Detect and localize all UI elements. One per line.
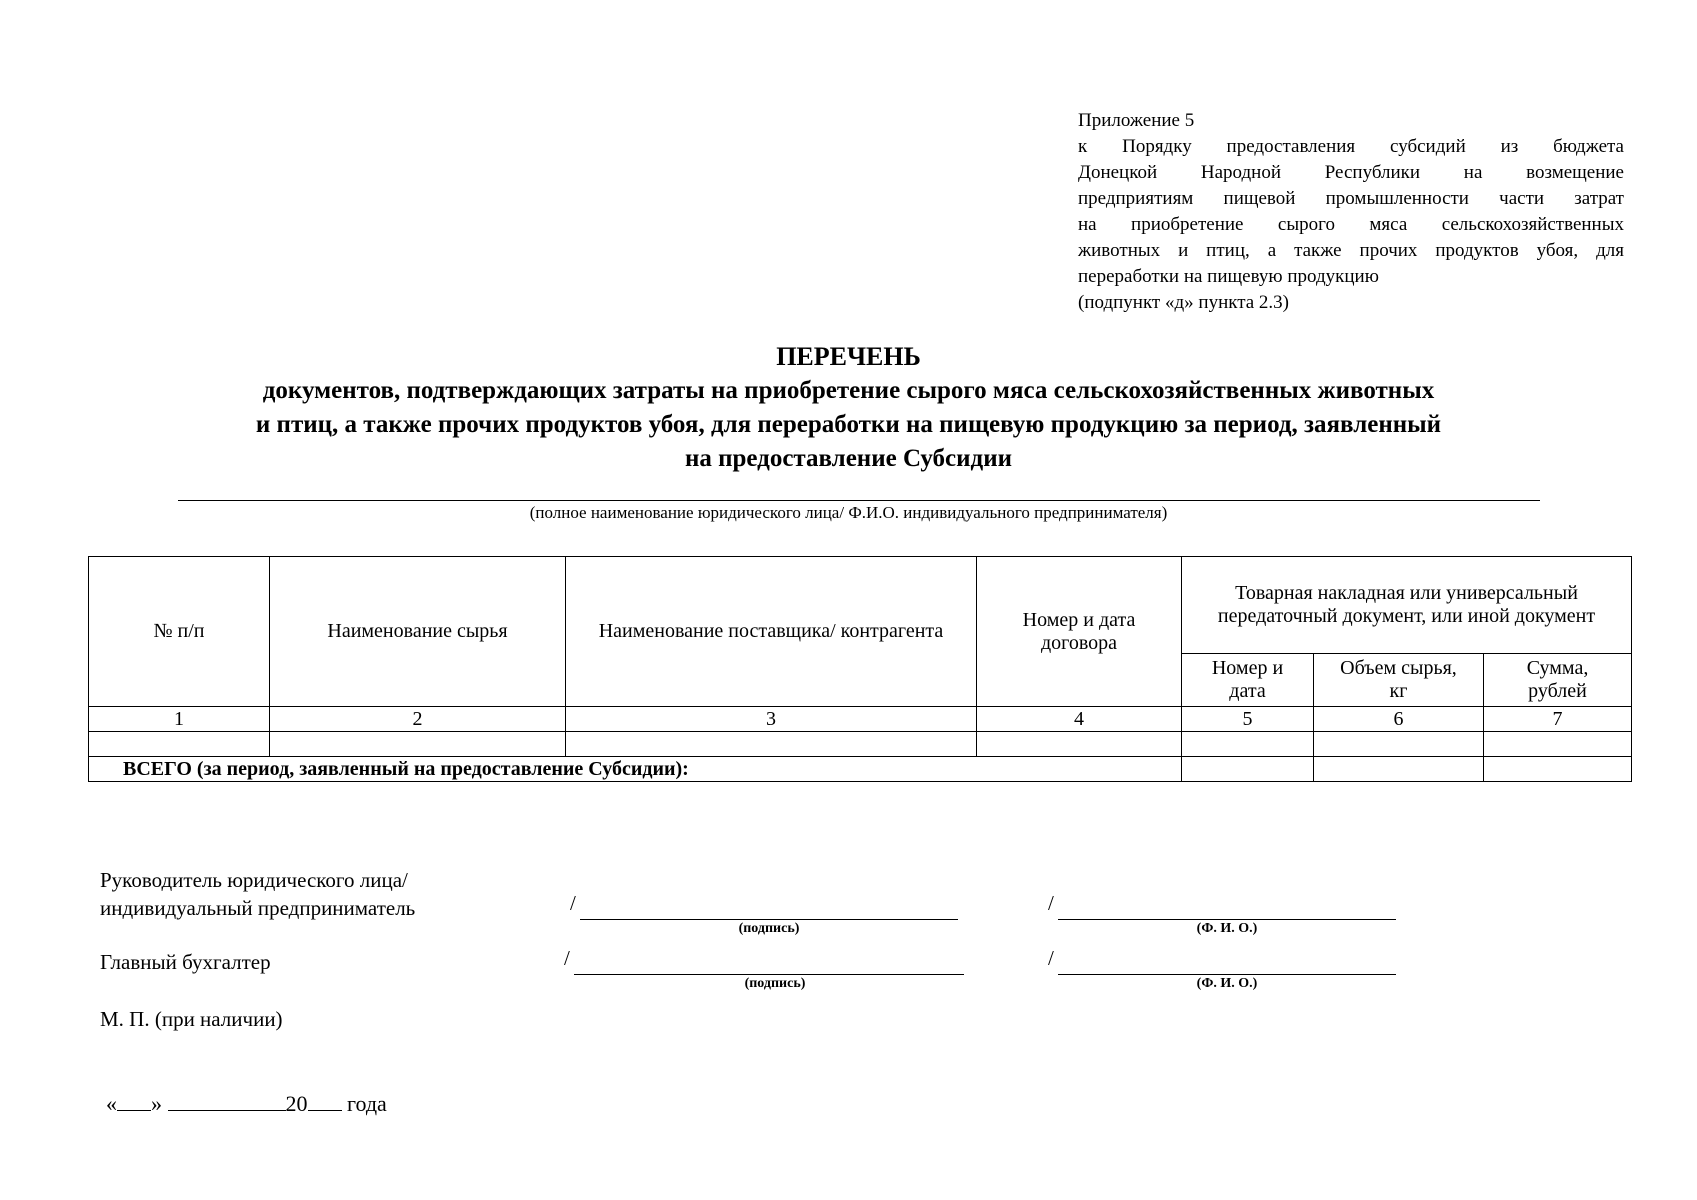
column-number: 5 bbox=[1182, 707, 1314, 732]
group-header-l1: Товарная накладная или универсальный bbox=[1235, 582, 1578, 604]
column-number: 6 bbox=[1314, 707, 1484, 732]
appendix-line: предприятиям пищевой промышленности части затрат bbox=[1078, 188, 1624, 209]
appendix-note bbox=[1078, 108, 1624, 316]
signature-rule bbox=[580, 919, 958, 920]
entity-name-caption: (полное наименование юридического лица/ Ф.И.О. индивидуального предпринимателя) bbox=[529, 503, 1168, 522]
signature-caption: (подпись) bbox=[738, 921, 800, 936]
column-number: 7 bbox=[1484, 707, 1632, 732]
group-header-l2: передаточный документ, или иной документ bbox=[1217, 605, 1596, 627]
year-prefix: 20 bbox=[285, 1091, 308, 1116]
col-header-contract-l1: Номер и дата bbox=[1022, 608, 1136, 631]
title-line-1: документов, подтверждающих затраты на приобретение сырого мяса сельскохозяйственных животных bbox=[262, 377, 1435, 404]
sub-header-l2: дата bbox=[1229, 680, 1266, 702]
title-line-2: и птиц, а также прочих продуктов убоя, для переработки на пищевую продукцию за период, заявленный bbox=[255, 411, 1442, 438]
column-number: 3 bbox=[566, 707, 977, 732]
day-blank[interactable] bbox=[117, 1090, 151, 1111]
appendix-line: на приобретение сырого мяса сельскохозяйственных bbox=[1078, 214, 1624, 235]
col-header-contract bbox=[977, 557, 1182, 707]
appendix-heading: Приложение 5 bbox=[1078, 110, 1195, 131]
sub-header-l2: рублей bbox=[1528, 680, 1587, 702]
appendix-line: переработки на пищевую продукцию bbox=[1078, 266, 1379, 287]
column-number: 4 bbox=[977, 707, 1182, 732]
sub-header-l2: кг bbox=[1389, 680, 1408, 702]
table-cell[interactable] bbox=[977, 732, 1182, 757]
total-cell[interactable] bbox=[1484, 757, 1632, 782]
year-suffix: года bbox=[347, 1091, 387, 1116]
accountant-label: Главный бухгалтер bbox=[100, 950, 271, 974]
table-cell[interactable] bbox=[1314, 732, 1484, 757]
table-cell[interactable] bbox=[1484, 732, 1632, 757]
head-signatory-label bbox=[100, 866, 415, 922]
appendix-body bbox=[1078, 134, 1624, 264]
year-blank[interactable] bbox=[308, 1090, 342, 1111]
appendix-line: к Порядку предоставления субсидий из бюджета bbox=[1078, 136, 1624, 157]
col-header-number: № п/п bbox=[89, 557, 270, 707]
col-header-raw-material: Наименование сырья bbox=[270, 557, 566, 707]
col-header-contract-l2: договора bbox=[1040, 631, 1118, 654]
table-cell[interactable] bbox=[1182, 732, 1314, 757]
col-header-supplier: Наименование поставщика/ контрагента bbox=[566, 557, 977, 707]
stamp-label: М. П. (при наличии) bbox=[100, 1007, 283, 1031]
appendix-line: Донецкой Народной Республики на возмещение bbox=[1078, 162, 1624, 183]
name-caption: (Ф. И. О.) bbox=[1196, 976, 1258, 991]
appendix-line: животных и птиц, а также прочих продуктов убоя, для bbox=[1078, 240, 1624, 261]
name-caption: (Ф. И. О.) bbox=[1196, 921, 1258, 936]
title-main: ПЕРЕЧЕНЬ bbox=[776, 342, 921, 371]
total-row bbox=[89, 757, 1632, 782]
column-number: 1 bbox=[89, 707, 270, 732]
documents-table bbox=[88, 556, 1632, 782]
head-label-l2: индивидуальный предприниматель bbox=[100, 896, 416, 920]
col-header-volume bbox=[1314, 654, 1484, 707]
sub-header-l1: Объем сырья, bbox=[1340, 657, 1457, 679]
table-row bbox=[89, 732, 1632, 757]
sub-header-l1: Номер и bbox=[1211, 657, 1284, 679]
document-title bbox=[0, 340, 1697, 476]
column-number: 2 bbox=[270, 707, 566, 732]
head-label-l1: Руководитель юридического лица/ bbox=[100, 868, 408, 892]
signature-caption: (подпись) bbox=[744, 976, 806, 991]
col-header-invoice-number bbox=[1182, 654, 1314, 707]
appendix-reference: (подпункт «д» пункта 2.3) bbox=[1078, 292, 1290, 313]
slash: / bbox=[1048, 891, 1054, 915]
col-header-group-invoice bbox=[1182, 557, 1632, 654]
table-cell[interactable] bbox=[270, 732, 566, 757]
month-blank[interactable] bbox=[168, 1090, 286, 1111]
signature-rule bbox=[574, 974, 964, 975]
total-cell[interactable] bbox=[1182, 757, 1314, 782]
slash: / bbox=[564, 946, 570, 970]
date-close-quote: » bbox=[151, 1091, 162, 1116]
total-cell[interactable] bbox=[1314, 757, 1484, 782]
name-rule bbox=[1058, 919, 1396, 920]
title-line-3: на предоставление Субсидии bbox=[684, 445, 1013, 472]
date-open-quote: « bbox=[106, 1091, 117, 1116]
slash: / bbox=[1048, 946, 1054, 970]
table-cell[interactable] bbox=[566, 732, 977, 757]
total-label: ВСЕГО (за период, заявленный на предоставление Субсидии): bbox=[89, 757, 1182, 782]
entity-name-line[interactable] bbox=[178, 500, 1540, 501]
date-field bbox=[106, 1090, 387, 1117]
col-header-amount bbox=[1484, 654, 1632, 707]
slash: / bbox=[570, 891, 576, 915]
sub-header-l1: Сумма, bbox=[1526, 657, 1589, 679]
table-cell[interactable] bbox=[89, 732, 270, 757]
name-rule bbox=[1058, 974, 1396, 975]
column-numbers-row bbox=[89, 707, 1632, 732]
